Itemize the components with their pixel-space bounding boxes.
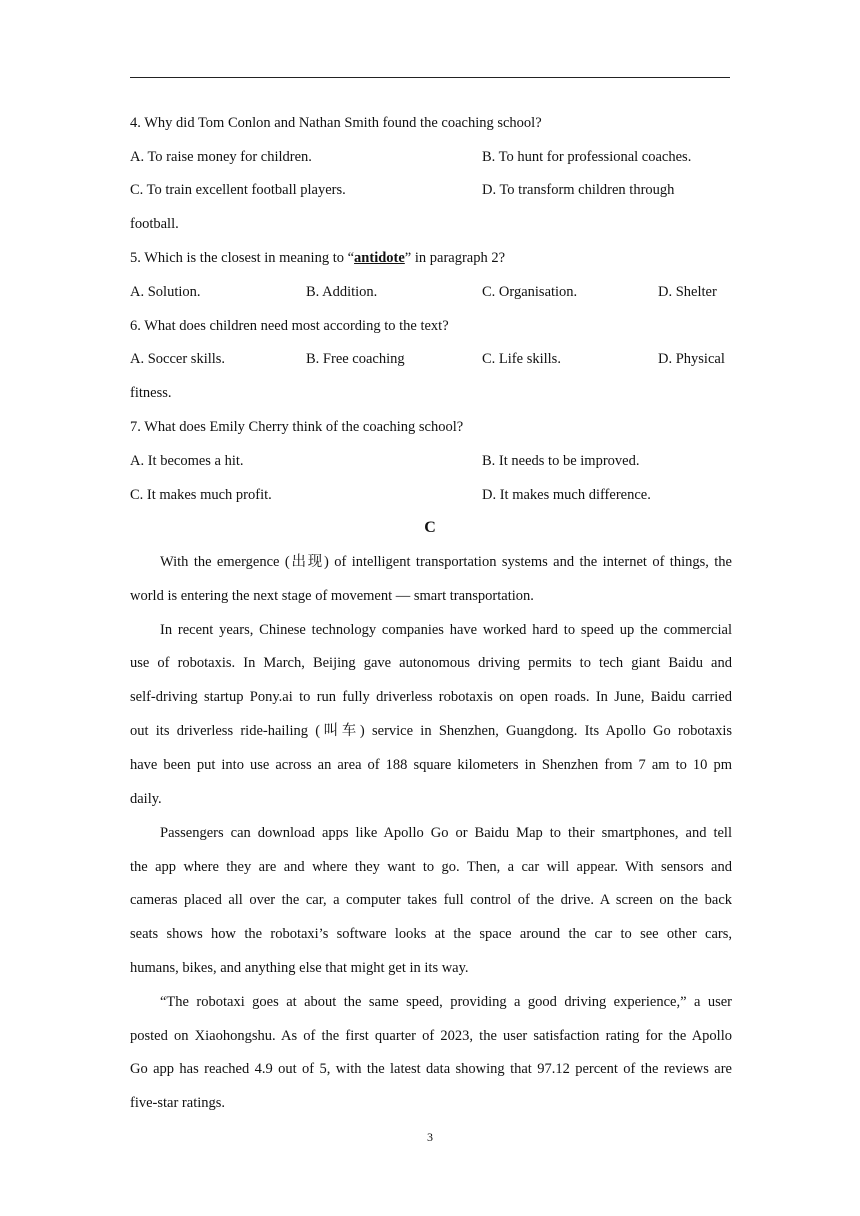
question-5-keyword: antidote <box>354 250 405 266</box>
question-4-option-c: C. To train excellent football players. <box>130 182 346 198</box>
question-6-option-d: D. Physical <box>658 351 725 367</box>
question-5-stem-prefix: 5. Which is the closest in meaning to “ <box>130 250 355 266</box>
paragraph-2-line: In recent years, Chinese technology companies have worked hard to speed up the commercial <box>160 622 732 638</box>
paragraph-1-line: With the emergence (出现) of intelligent transportation systems and the internet of things, the <box>160 554 732 570</box>
question-5-stem-suffix: ” in paragraph 2? <box>404 250 506 266</box>
question-5-option-c: C. Organisation. <box>482 284 578 300</box>
question-5-stem <box>130 249 505 267</box>
paragraph-2-line: have been put into use across an area of 188 square kilometers in Shenzhen from 7 am to 10 pm <box>130 757 732 773</box>
page-number: 3 <box>427 1130 433 1144</box>
paragraph-2-line: self-driving startup Pony.ai to run fully driverless robotaxis on open roads. In June, Baidu carried <box>130 689 732 705</box>
paragraph-4-line: “The robotaxi goes at about the same speed, providing a good driving experience,” a user <box>160 994 732 1010</box>
question-6-option-b: B. Free coaching <box>306 351 405 367</box>
question-4-option-b: B. To hunt for professional coaches. <box>482 149 692 165</box>
paragraph-1-line: world is entering the next stage of movement — smart transportation. <box>130 588 534 604</box>
question-7-option-c: C. It makes much profit. <box>130 487 272 503</box>
question-6-option-d-continued: fitness. <box>130 385 172 401</box>
paragraph-3-line: the app where they are and where they want to go. Then, a car will appear. With sensors and <box>130 859 732 875</box>
question-4-option-a: A. To raise money for children. <box>130 149 312 165</box>
question-5-option-d: D. Shelter <box>658 284 717 300</box>
paragraph-3-line: humans, bikes, and anything else that might get in its way. <box>130 960 469 976</box>
paragraph-4-line: Go app has reached 4.9 out of 5, with the latest data showing that 97.12 percent of the reviews are <box>130 1061 732 1077</box>
paragraph-2-line: use of robotaxis. In March, Beijing gave autonomous driving permits to tech giant Baidu and <box>130 655 732 671</box>
paragraph-4-line: five-star ratings. <box>130 1095 226 1111</box>
paragraph-2-line: out its driverless ride-hailing (叫车) service in Shenzhen, Guangdong. Its Apollo Go robotaxis <box>130 723 732 739</box>
question-5-option-b: B. Addition. <box>306 284 378 300</box>
paragraph-4-line: posted on Xiaohongshu. As of the first quarter of 2023, the user satisfaction rating for the Apollo <box>130 1028 732 1044</box>
section-heading-c: C <box>424 519 436 536</box>
question-5-option-a: A. Solution. <box>130 284 201 300</box>
question-6-option-c: C. Life skills. <box>482 351 561 367</box>
question-6-stem: 6. What does children need most according to the text? <box>130 318 449 334</box>
paragraph-3-line: seats shows how the robotaxi’s software looks at the space around the car to see other cars, <box>130 926 732 942</box>
question-4-stem: 4. Why did Tom Conlon and Nathan Smith found the coaching school? <box>130 115 542 131</box>
paragraph-3-line: cameras placed all over the car, a computer takes full control of the drive. A screen on the back <box>130 892 732 908</box>
question-7-option-a: A. It becomes a hit. <box>130 453 244 469</box>
question-4-option-d: D. To transform children through <box>482 182 675 198</box>
paragraph-2-line: daily. <box>130 791 162 807</box>
question-7-stem: 7. What does Emily Cherry think of the coaching school? <box>130 419 464 435</box>
question-4-option-d-continued: football. <box>130 216 179 232</box>
question-7-option-b: B. It needs to be improved. <box>482 453 640 469</box>
question-6-option-a: A. Soccer skills. <box>130 351 226 367</box>
header-rule <box>130 77 730 78</box>
paragraph-3-line: Passengers can download apps like Apollo Go or Baidu Map to their smartphones, and tell <box>160 825 732 841</box>
question-7-option-d: D. It makes much difference. <box>482 487 651 503</box>
